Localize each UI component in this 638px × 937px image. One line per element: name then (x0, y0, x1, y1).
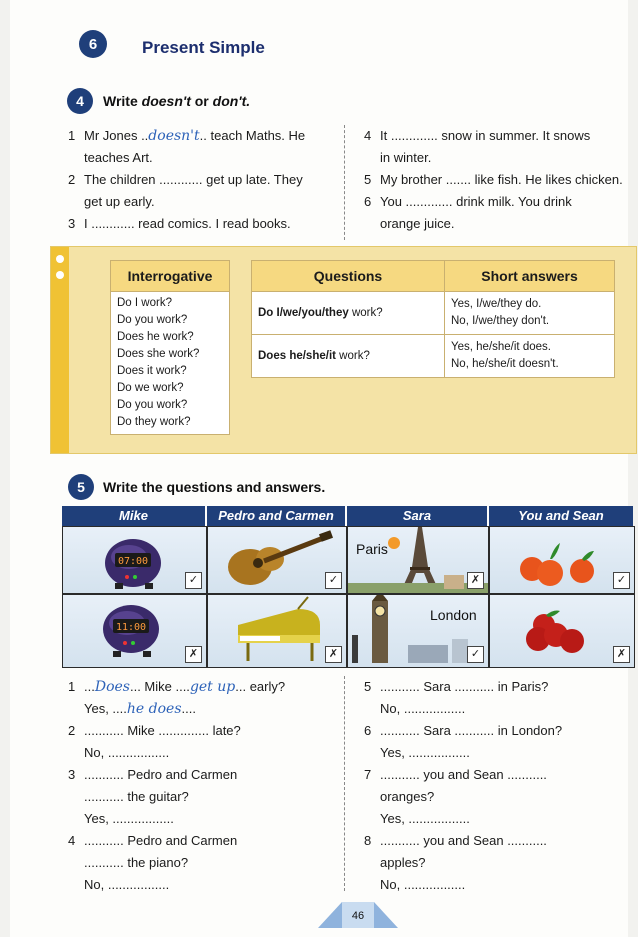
page-number: 46 (351, 910, 365, 922)
exercise-5-badge: 5 (68, 474, 94, 500)
bullet-dot (56, 271, 64, 279)
cell-sara-paris (347, 526, 489, 594)
interrogative-row: Does she work? (117, 348, 200, 360)
exercise-5-item-4[interactable]: 4 ........... Pedro and Carmen (68, 833, 238, 848)
handwritten-answer: he does (126, 701, 182, 717)
cross-mark: ✗ (467, 572, 484, 589)
picture-grid (62, 506, 634, 666)
exercise-4-badge: 4 (67, 88, 93, 114)
exercise-5-item-2[interactable]: 2 ........... Mike .............. late? (68, 723, 241, 738)
interrogative-row: Do they work? (117, 416, 191, 428)
exercise-4-title: Write doesn't or don't. (103, 93, 251, 109)
unit-title: Present Simple (142, 38, 265, 57)
exercise-4-item-5[interactable]: 5 My brother ....... like fish. He likes chicken. (364, 172, 623, 187)
check-mark: ✓ (467, 646, 484, 663)
exercise-5-title: Write the questions and answers. (103, 479, 326, 495)
column-divider (344, 676, 345, 891)
exercise-4-left-column: 1 Mr Jones ..doesn't.. teach Maths. He teaches Art. 2 The children ............ get up late. They get up early. 3 I ............ read comics. I read books. (68, 125, 305, 235)
handwritten-answer: Does (94, 679, 130, 695)
exercise-5-item-5[interactable]: 5 ........... Sara ........... in Paris? (364, 679, 549, 694)
textbook-page (10, 0, 628, 937)
column-header-pedro-carmen: Pedro and Carmen (207, 506, 345, 526)
exercise-4-right-column: 4 It ............. snow in summer. It snows in winter. 5 My brother ....... like fish. He likes chicken. 6 You ............. drink milk. You drink orange juice. (364, 125, 623, 235)
exercise-5-item-3[interactable]: 3 ........... Pedro and Carmen (68, 767, 238, 782)
exercise-4-item-6[interactable]: 6 You ............. drink milk. You drink (364, 194, 572, 209)
cross-mark: ✗ (325, 646, 342, 663)
cell-mike-clock-7 (62, 526, 207, 594)
exercise-4-item-2[interactable]: 2 The children ............ get up late. They (68, 172, 303, 187)
check-mark: ✓ (185, 572, 202, 589)
column-header-sara: Sara (347, 506, 487, 526)
handwritten-answer: doesn't (148, 128, 200, 144)
cell-mike-clock-11 (62, 594, 207, 668)
interrogative-table (110, 260, 230, 435)
city-label-paris: Paris (356, 541, 388, 557)
cross-mark: ✗ (185, 646, 202, 663)
cross-mark: ✗ (613, 646, 630, 663)
interrogative-row: Do you work? (117, 399, 188, 411)
exercise-5-item-1[interactable]: 1 ...Does... Mike ....get up... early? (68, 679, 286, 695)
exercise-5-item-6[interactable]: 6 ........... Sara ........... in London? (364, 723, 563, 738)
cell-pedro-guitar (207, 526, 347, 594)
interrogative-row: Does it work? (117, 365, 187, 377)
clock-time: 07:00 (117, 556, 149, 567)
city-label-london: London (430, 607, 477, 623)
cell-sean-oranges (489, 526, 635, 594)
page-number-tab (318, 898, 398, 928)
cell-sean-apples (489, 594, 635, 668)
exercise-5-right-column: 5 ........... Sara ........... in Paris? No, ................. 6 ........... Sara ........... in London? Yes, ................. 7 ........... you and Sean ........... oranges? Yes, ................. 8 ........... you and Sean ........... apples? No, ................. (364, 676, 562, 896)
interrogative-row: Does he work? (117, 331, 194, 343)
column-header-mike: Mike (62, 506, 205, 526)
interrogative-row: Do you work? (117, 314, 188, 326)
exercise-5-item-8[interactable]: 8 ........... you and Sean ........... (364, 833, 547, 848)
interrogative-row: Do we work? (117, 382, 184, 394)
handwritten-answer: get up (189, 679, 236, 695)
exercise-4-item-4[interactable]: 4 It ............. snow in summer. It snows (364, 128, 591, 143)
short-answers-header: Short answers (445, 261, 615, 292)
exercise-5-item-7[interactable]: 7 ........... you and Sean ........... (364, 767, 547, 782)
questions-answers-table (251, 260, 615, 378)
grammar-box-sidebar (51, 247, 69, 453)
questions-header: Questions (252, 261, 445, 292)
exercise-4-item-1[interactable]: 1 Mr Jones ..doesn't.. teach Maths. He (68, 128, 306, 144)
cell-sara-london (347, 594, 489, 668)
column-header-you-sean: You and Sean (489, 506, 633, 526)
interrogative-row: Do I work? (117, 297, 172, 309)
exercise-4-item-3[interactable]: 3 I ............ read comics. I read books. (68, 216, 291, 231)
table-row: Does he/she/it work? Yes, he/she/it does. No, he/she/it doesn't. (252, 335, 615, 378)
unit-number-badge: 6 (79, 30, 107, 58)
grammar-box (50, 246, 637, 454)
exercise-5-left-column: 1 ...Does... Mike ....get up... early? Yes, ....he does.... 2 ........... Mike .............. late? No, ................. 3 ........... Pedro and Carmen ........... the guitar? Yes, ................. 4 ........... Pedro and Carmen ........... the piano? No, ................. (68, 676, 285, 896)
interrogative-header: Interrogative (111, 261, 230, 292)
table-row: Do I/we/you/they work? Yes, I/we/they do. No, I/we/they don't. (252, 292, 615, 335)
check-mark: ✓ (613, 572, 630, 589)
bullet-dot (56, 255, 64, 263)
column-divider (344, 125, 345, 240)
cell-pedro-piano (207, 594, 347, 668)
clock-time: 11:00 (115, 622, 147, 633)
check-mark: ✓ (325, 572, 342, 589)
